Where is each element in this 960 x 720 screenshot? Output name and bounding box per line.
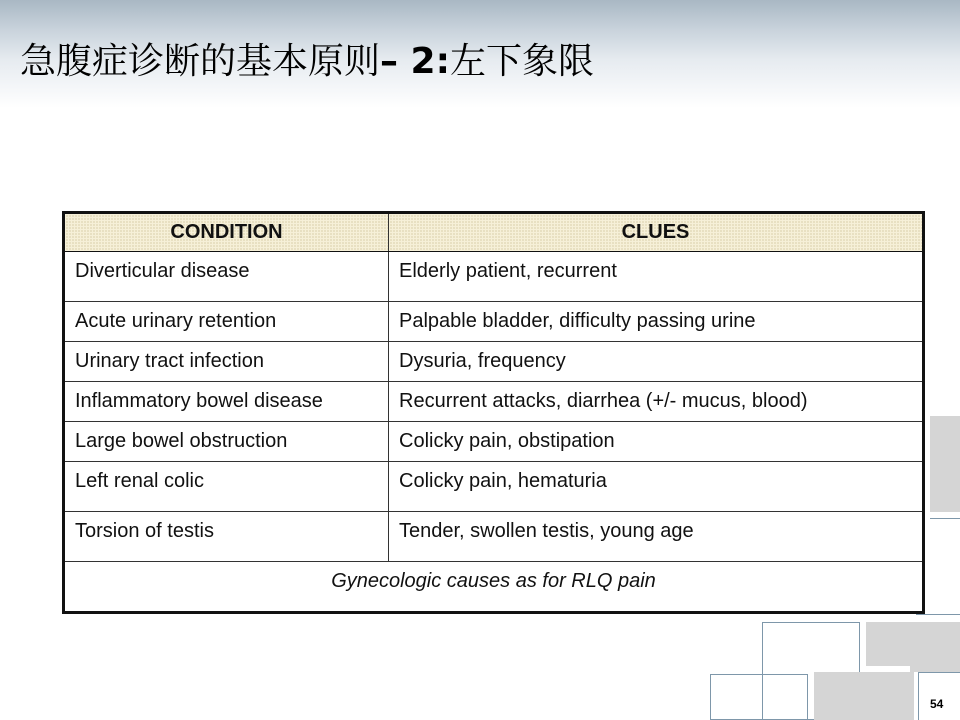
- slide-title: [20, 42, 594, 82]
- deco-square: [710, 674, 808, 720]
- table-row: [64, 252, 924, 302]
- header-condition: CONDITION: [64, 213, 389, 252]
- condition-cell: Torsion of testis: [64, 512, 389, 562]
- table-row: [64, 382, 924, 422]
- deco-square: [930, 416, 960, 512]
- clues-cell: Dysuria, frequency: [389, 342, 924, 382]
- clues-cell: Tender, swollen testis, young age: [389, 512, 924, 562]
- table-row: [64, 422, 924, 462]
- deco-line: [916, 614, 960, 615]
- title-prefix: 急腹症诊断的基本原则: [20, 41, 381, 82]
- header-clues: CLUES: [389, 213, 924, 252]
- deco-square: [910, 622, 960, 672]
- table-header-row: [64, 213, 924, 252]
- title-suffix: 左下象限: [450, 41, 595, 82]
- footnote-cell: Gynecologic causes as for RLQ pain: [64, 562, 924, 613]
- clues-cell: Colicky pain, hematuria: [389, 462, 924, 512]
- clues-cell: Colicky pain, obstipation: [389, 422, 924, 462]
- page-number: 54: [930, 697, 944, 711]
- deco-square: [866, 622, 910, 666]
- clues-cell: Recurrent attacks, diarrhea (+/- mucus, blood): [389, 382, 924, 422]
- page-number-box: [918, 672, 960, 720]
- table-row: [64, 512, 924, 562]
- condition-cell: Urinary tract infection: [64, 342, 389, 382]
- condition-cell: Acute urinary retention: [64, 302, 389, 342]
- table-row: [64, 302, 924, 342]
- deco-line: [930, 518, 960, 519]
- condition-cell: Inflammatory bowel disease: [64, 382, 389, 422]
- condition-cell: Left renal colic: [64, 462, 389, 512]
- deco-square: [814, 672, 914, 720]
- clues-cell: Elderly patient, recurrent: [389, 252, 924, 302]
- condition-cell: Large bowel obstruction: [64, 422, 389, 462]
- footnote-row: [64, 562, 924, 613]
- clues-cell: Palpable bladder, difficulty passing urine: [389, 302, 924, 342]
- title-bold: – 2:: [380, 41, 450, 82]
- clues-table: [62, 211, 925, 614]
- condition-cell: Diverticular disease: [64, 252, 389, 302]
- table-row: [64, 462, 924, 512]
- table-row: [64, 342, 924, 382]
